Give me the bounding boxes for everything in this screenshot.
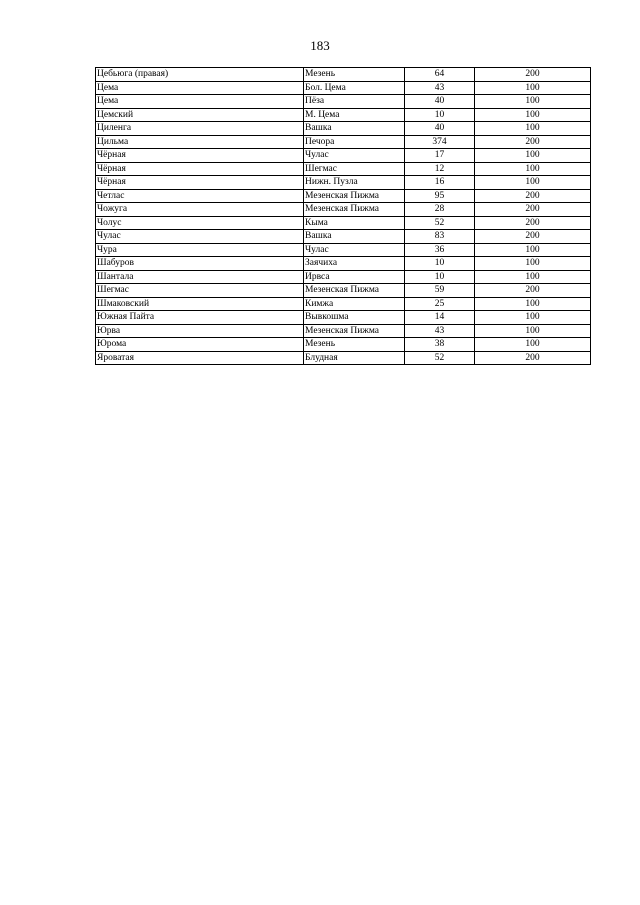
protection-zone-cell: 100: [475, 243, 591, 257]
table-row: [96, 338, 591, 352]
length-cell: 95: [405, 189, 475, 203]
table-row: [96, 81, 591, 95]
table-row: [96, 95, 591, 109]
river-name-cell: Чожуга: [96, 203, 304, 217]
protection-zone-cell: 100: [475, 176, 591, 190]
tributary-of-cell: Заячиха: [304, 257, 405, 271]
table-row: [96, 189, 591, 203]
length-cell: 16: [405, 176, 475, 190]
table-row: [96, 351, 591, 365]
length-cell: 17: [405, 149, 475, 163]
protection-zone-cell: 100: [475, 149, 591, 163]
river-name-cell: Чёрная: [96, 162, 304, 176]
protection-zone-cell: 100: [475, 162, 591, 176]
protection-zone-cell: 200: [475, 203, 591, 217]
table-row: [96, 149, 591, 163]
rivers-table: [95, 67, 591, 365]
tributary-of-cell: Мезенская Пижма: [304, 284, 405, 298]
protection-zone-cell: 100: [475, 257, 591, 271]
river-name-cell: Шантала: [96, 270, 304, 284]
river-name-cell: Чолус: [96, 216, 304, 230]
tributary-of-cell: Мезень: [304, 68, 405, 82]
length-cell: 40: [405, 95, 475, 109]
table-row: [96, 257, 591, 271]
table-row: [96, 176, 591, 190]
protection-zone-cell: 100: [475, 297, 591, 311]
length-cell: 25: [405, 297, 475, 311]
tributary-of-cell: Печора: [304, 135, 405, 149]
table-row: [96, 230, 591, 244]
table-row: [96, 203, 591, 217]
table-row: [96, 122, 591, 136]
tributary-of-cell: Чулас: [304, 243, 405, 257]
river-name-cell: Шмаковский: [96, 297, 304, 311]
tributary-of-cell: Вашка: [304, 230, 405, 244]
length-cell: 59: [405, 284, 475, 298]
tributary-of-cell: Шегмас: [304, 162, 405, 176]
page-number: 183: [310, 38, 330, 53]
river-name-cell: Юрва: [96, 324, 304, 338]
length-cell: 38: [405, 338, 475, 352]
length-cell: 14: [405, 311, 475, 325]
river-name-cell: Чёрная: [96, 176, 304, 190]
protection-zone-cell: 100: [475, 95, 591, 109]
protection-zone-cell: 200: [475, 216, 591, 230]
protection-zone-cell: 200: [475, 230, 591, 244]
protection-zone-cell: 200: [475, 284, 591, 298]
tributary-of-cell: Мезенская Пижма: [304, 203, 405, 217]
table-row: [96, 68, 591, 82]
table-row: [96, 216, 591, 230]
protection-zone-cell: 200: [475, 135, 591, 149]
tributary-of-cell: М. Цема: [304, 108, 405, 122]
tributary-of-cell: Мезенская Пижма: [304, 324, 405, 338]
river-name-cell: Юрома: [96, 338, 304, 352]
river-name-cell: Яроватая: [96, 351, 304, 365]
protection-zone-cell: 100: [475, 270, 591, 284]
length-cell: 64: [405, 68, 475, 82]
tributary-of-cell: Чулас: [304, 149, 405, 163]
river-name-cell: Чулас: [96, 230, 304, 244]
length-cell: 10: [405, 108, 475, 122]
length-cell: 10: [405, 270, 475, 284]
tributary-of-cell: Бол. Цема: [304, 81, 405, 95]
table-row: [96, 135, 591, 149]
river-name-cell: Цема: [96, 81, 304, 95]
table-row: [96, 162, 591, 176]
protection-zone-cell: 100: [475, 108, 591, 122]
tributary-of-cell: Блудная: [304, 351, 405, 365]
protection-zone-cell: 200: [475, 189, 591, 203]
length-cell: 43: [405, 324, 475, 338]
tributary-of-cell: Ирвса: [304, 270, 405, 284]
river-name-cell: Цильма: [96, 135, 304, 149]
tributary-of-cell: Нижн. Пузла: [304, 176, 405, 190]
length-cell: 52: [405, 351, 475, 365]
river-name-cell: Цемский: [96, 108, 304, 122]
river-name-cell: Южная Пайта: [96, 311, 304, 325]
protection-zone-cell: 100: [475, 324, 591, 338]
tributary-of-cell: Кыма: [304, 216, 405, 230]
length-cell: 52: [405, 216, 475, 230]
table-row: [96, 297, 591, 311]
protection-zone-cell: 100: [475, 122, 591, 136]
length-cell: 28: [405, 203, 475, 217]
table-row: [96, 324, 591, 338]
table-row: [96, 284, 591, 298]
table-row: [96, 311, 591, 325]
length-cell: 12: [405, 162, 475, 176]
river-name-cell: Четлас: [96, 189, 304, 203]
river-name-cell: Цема: [96, 95, 304, 109]
table-row: [96, 270, 591, 284]
protection-zone-cell: 200: [475, 351, 591, 365]
table-row: [96, 243, 591, 257]
length-cell: 40: [405, 122, 475, 136]
river-name-cell: Чура: [96, 243, 304, 257]
table-row: [96, 108, 591, 122]
protection-zone-cell: 100: [475, 311, 591, 325]
protection-zone-cell: 100: [475, 81, 591, 95]
tributary-of-cell: Мезень: [304, 338, 405, 352]
river-name-cell: Шегмас: [96, 284, 304, 298]
protection-zone-cell: 200: [475, 68, 591, 82]
river-name-cell: Циленга: [96, 122, 304, 136]
protection-zone-cell: 100: [475, 338, 591, 352]
river-name-cell: Чёрная: [96, 149, 304, 163]
tributary-of-cell: Вашка: [304, 122, 405, 136]
tributary-of-cell: Мезенская Пижма: [304, 189, 405, 203]
length-cell: 36: [405, 243, 475, 257]
tributary-of-cell: Кимжа: [304, 297, 405, 311]
river-name-cell: Цебьюга (правая): [96, 68, 304, 82]
length-cell: 83: [405, 230, 475, 244]
table-body: [96, 68, 591, 365]
tributary-of-cell: Вывкошма: [304, 311, 405, 325]
length-cell: 374: [405, 135, 475, 149]
tributary-of-cell: Пёза: [304, 95, 405, 109]
length-cell: 43: [405, 81, 475, 95]
length-cell: 10: [405, 257, 475, 271]
river-name-cell: Шабуров: [96, 257, 304, 271]
